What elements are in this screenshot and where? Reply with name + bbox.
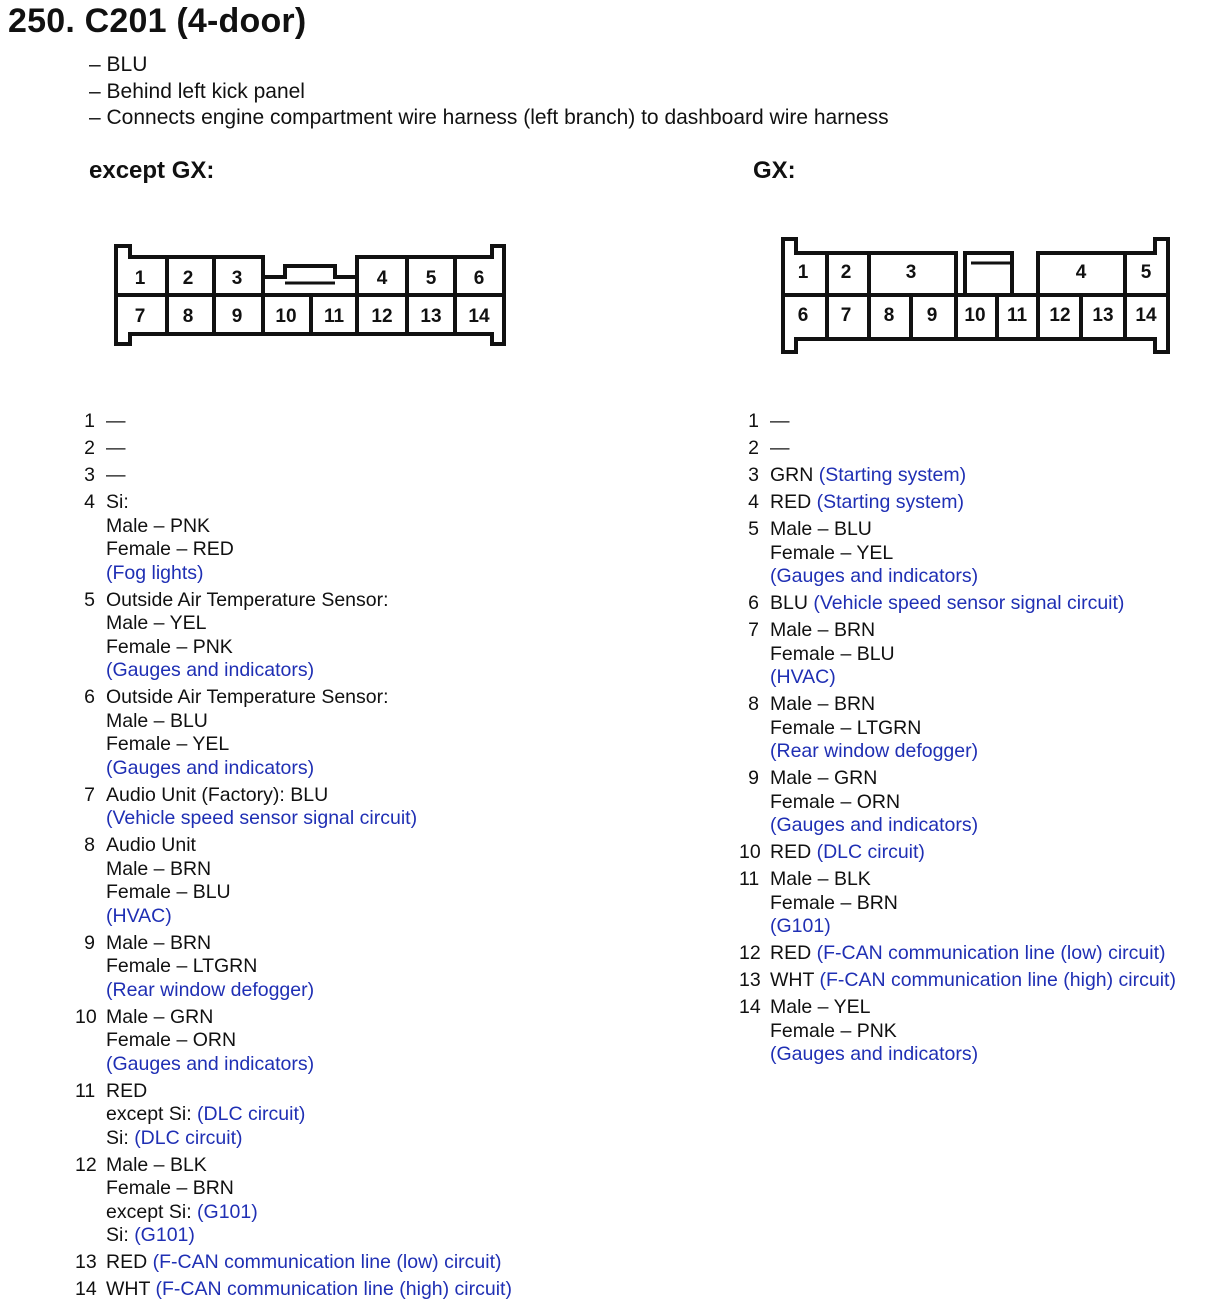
pin-description-line <box>770 437 1176 461</box>
wire-info: RED <box>106 1251 153 1273</box>
pin-description-line <box>106 1053 512 1077</box>
info-color: – BLU <box>89 53 148 76</box>
pin-number: 3 <box>84 464 95 486</box>
pin-cell: 11 <box>1006 305 1028 326</box>
wire-info: Female – ORN <box>106 1029 237 1051</box>
pin-description-line <box>770 791 1176 815</box>
circuit-reference: (Gauges and indicators) <box>106 756 315 779</box>
pin-description-line <box>770 542 1176 566</box>
wire-info: Male – BLU <box>106 709 208 732</box>
wire-info: Si: <box>106 491 129 513</box>
pin-entry <box>739 996 1176 1067</box>
pin-entry <box>75 491 512 585</box>
pin-number: 5 <box>748 518 759 540</box>
wire-info: Audio Unit (Factory): BLU <box>106 783 329 806</box>
circuit-reference: (HVAC) <box>770 666 836 688</box>
connector-info <box>89 52 889 132</box>
except-gx-connector-drawing <box>105 236 515 356</box>
pin-cell: 7 <box>840 305 852 326</box>
wire-info: WHT <box>106 1278 156 1300</box>
gx-label: GX: <box>753 157 796 184</box>
pin-description-line <box>770 1020 1176 1044</box>
wire-info: BLU <box>770 592 814 614</box>
pin-description-line <box>770 767 1176 791</box>
wire-info: Audio Unit <box>106 834 196 856</box>
pin-description-line <box>106 979 512 1003</box>
circuit-reference: (G101) <box>197 1200 258 1223</box>
wire-info: Female – BRN <box>770 891 898 914</box>
pin-cell: 3 <box>231 268 243 289</box>
wire-info: Female – PNK <box>770 1019 897 1042</box>
pin-description-line <box>770 565 1176 589</box>
pin-cell: 6 <box>473 268 485 289</box>
info-connection: – Connects engine compartment wire harness (left branch) to dashboard wire harness <box>89 106 889 129</box>
pin-number: 9 <box>84 931 95 954</box>
pin-entry <box>739 491 1176 515</box>
pin-entry <box>739 767 1176 838</box>
pin-number: 4 <box>748 491 759 513</box>
wire-info: Female – BRN <box>106 1177 234 1199</box>
pin-description-line <box>106 807 512 831</box>
pin-description-line <box>106 612 512 636</box>
pin-number: 11 <box>739 868 760 890</box>
pin-description-line <box>770 1043 1176 1067</box>
pin-entry <box>75 932 512 1003</box>
pin-number: 10 <box>739 841 761 863</box>
pin-cell: 5 <box>1140 262 1152 283</box>
pin-cell: 3 <box>905 262 917 283</box>
pin-entry <box>75 784 512 831</box>
pin-description-line <box>106 686 512 710</box>
wire-info: — <box>106 437 126 459</box>
pin-description-line <box>106 932 512 956</box>
wire-info: Male – YEL <box>106 612 207 634</box>
circuit-reference: (DLC circuit) <box>134 1126 243 1149</box>
pin-description-line <box>106 437 512 461</box>
pin-number: 2 <box>84 437 95 459</box>
pin-description-line <box>770 841 1176 865</box>
pin-description-line <box>106 757 512 781</box>
circuit-reference: (Rear window defogger) <box>770 740 979 762</box>
pin-cell: 7 <box>134 306 146 327</box>
circuit-reference: (Vehicle speed sensor signal circuit) <box>106 807 418 829</box>
pin-description-line <box>106 1201 512 1225</box>
pin-entry <box>739 592 1176 616</box>
wire-info: except Si: <box>106 1103 198 1125</box>
pin-number: 14 <box>739 996 761 1018</box>
pin-number: 13 <box>75 1251 97 1273</box>
pin-entry <box>75 1278 512 1302</box>
pin-description-line <box>770 666 1176 690</box>
wire-info: Female – YEL <box>106 733 230 755</box>
circuit-reference: (Rear window defogger) <box>106 978 315 1001</box>
pin-entry <box>739 437 1176 461</box>
circuit-reference: (F-CAN communication line (high) circuit) <box>155 1278 512 1300</box>
wire-info: Female – LTGRN <box>770 716 922 739</box>
pin-entry <box>75 437 512 461</box>
pin-entry <box>75 464 512 488</box>
pin-description-line <box>106 589 512 613</box>
wire-info: Outside Air Temperature Sensor: <box>106 588 389 611</box>
pin-description-line <box>770 942 1176 966</box>
wire-info: RED <box>106 1079 148 1102</box>
pin-entry <box>75 1154 512 1248</box>
pin-cell: 12 <box>371 306 393 327</box>
pin-number: 12 <box>739 942 761 964</box>
pin-cell: 8 <box>182 306 194 327</box>
pin-description-line <box>106 515 512 539</box>
pin-number: 3 <box>748 464 759 486</box>
pin-description-line <box>106 858 512 882</box>
wire-info: Female – RED <box>106 538 234 560</box>
pin-entry <box>739 619 1176 690</box>
circuit-reference: (F-CAN communication line (low) circuit) <box>816 942 1166 964</box>
wire-info: Male – BLK <box>106 1153 207 1176</box>
pin-description-line <box>106 538 512 562</box>
pin-description-line <box>106 784 512 808</box>
pin-number: 8 <box>84 834 95 856</box>
pin-description-line <box>770 740 1176 764</box>
pin-number: 13 <box>739 969 761 991</box>
pin-number: 8 <box>748 693 759 715</box>
pin-description-line <box>106 1154 512 1178</box>
pin-number: 1 <box>748 410 759 432</box>
info-location: – Behind left kick panel <box>89 79 305 103</box>
pin-description-line <box>770 592 1176 616</box>
pin-description-line <box>770 969 1176 993</box>
wire-info: Male – YEL <box>770 996 871 1018</box>
circuit-reference: (F-CAN communication line (low) circuit) <box>152 1251 502 1273</box>
circuit-reference: (Starting system) <box>818 464 967 486</box>
pin-entry <box>739 841 1176 865</box>
except-gx-connector <box>105 236 515 356</box>
pin-entry <box>75 1251 512 1275</box>
pin-description-line <box>770 892 1176 916</box>
circuit-reference: (F-CAN communication line (high) circuit) <box>819 969 1176 991</box>
wire-info: Male – BLU <box>770 518 872 540</box>
circuit-reference: (G101) <box>770 915 831 937</box>
wire-info: Si: <box>106 1126 135 1149</box>
pin-description-line <box>106 562 512 586</box>
pin-number: 9 <box>748 767 759 789</box>
circuit-reference: (HVAC) <box>106 904 172 927</box>
wire-info: Female – YEL <box>770 541 894 564</box>
wire-info: GRN <box>770 464 819 486</box>
pin-cell: 8 <box>883 305 895 326</box>
pin-cell: 12 <box>1049 305 1071 326</box>
pin-number: 7 <box>748 619 759 641</box>
circuit-reference: (G101) <box>134 1224 195 1246</box>
wire-info: Male – BRN <box>770 693 876 715</box>
pin-number: 10 <box>75 1005 97 1028</box>
pin-description-line <box>106 1006 512 1030</box>
pin-description-line <box>770 996 1176 1020</box>
wire-info: RED <box>770 942 817 964</box>
wire-info: Si: <box>106 1224 135 1246</box>
pin-description-line <box>106 1029 512 1053</box>
pin-entry <box>75 410 512 434</box>
pin-entry <box>75 589 512 683</box>
pin-description-line <box>106 1251 512 1275</box>
pin-number: 11 <box>75 1079 96 1102</box>
pin-cell: 9 <box>231 306 243 327</box>
pin-cell: 2 <box>840 262 852 283</box>
pin-description-line <box>770 693 1176 717</box>
wire-info: RED <box>770 491 817 513</box>
pin-cell: 5 <box>425 268 437 289</box>
circuit-reference: (Gauges and indicators) <box>106 659 315 681</box>
pin-description-line <box>106 834 512 858</box>
pin-entry <box>739 518 1176 589</box>
except-gx-label: except GX: <box>89 157 215 184</box>
circuit-reference: (Gauges and indicators) <box>770 814 979 836</box>
pin-entry <box>75 1006 512 1077</box>
pin-description-line <box>770 619 1176 643</box>
pin-cell: 4 <box>1075 262 1087 283</box>
pin-number: 6 <box>84 686 95 708</box>
pin-entry <box>739 868 1176 939</box>
pin-description-line <box>106 659 512 683</box>
wire-info: — <box>770 410 790 432</box>
circuit-reference: (DLC circuit) <box>197 1103 306 1125</box>
pin-description-line <box>106 636 512 660</box>
wire-info: Male – BRN <box>106 931 212 954</box>
pin-number: 2 <box>748 437 759 459</box>
wire-info: Female – BLU <box>106 881 231 903</box>
pin-number: 7 <box>84 783 95 806</box>
pin-entry <box>75 834 512 928</box>
gx-pin-list <box>739 410 1176 1070</box>
gx-connector <box>772 229 1182 361</box>
pin-description-line <box>770 814 1176 838</box>
pin-cell: 14 <box>1135 305 1157 326</box>
pin-number: 4 <box>84 491 95 513</box>
pin-cell: 10 <box>964 305 986 326</box>
pin-entry <box>75 686 512 780</box>
circuit-reference: (Gauges and indicators) <box>106 1052 315 1075</box>
pin-description-line <box>106 491 512 515</box>
wire-info: RED <box>770 841 817 863</box>
wire-info: except Si: <box>106 1200 198 1223</box>
wire-info: Female – LTGRN <box>106 955 258 977</box>
wire-info: Male – BRN <box>770 619 876 641</box>
pin-cell: 2 <box>182 268 194 289</box>
pin-description-line <box>770 491 1176 515</box>
pin-description-line <box>770 868 1176 892</box>
gx-connector-drawing <box>772 229 1182 361</box>
pin-entry <box>739 410 1176 434</box>
pin-description-line <box>106 1103 512 1127</box>
pin-description-line <box>106 881 512 905</box>
wire-info: Male – BRN <box>106 857 212 880</box>
pin-description-line <box>770 410 1176 434</box>
pin-description-line <box>106 464 512 488</box>
pin-description-line <box>106 1127 512 1151</box>
circuit-reference: (Fog lights) <box>106 561 204 584</box>
pin-cell: 1 <box>797 262 809 283</box>
wire-info: Outside Air Temperature Sensor: <box>106 686 389 708</box>
pin-number: 6 <box>748 592 759 614</box>
pin-description-line <box>106 710 512 734</box>
wire-info: — <box>106 410 126 432</box>
pin-entry <box>739 969 1176 993</box>
pin-cell: 13 <box>420 306 442 327</box>
pin-description-line <box>106 955 512 979</box>
pin-cell: 6 <box>797 305 809 326</box>
wire-info: Male – GRN <box>770 767 878 789</box>
pin-entry <box>739 693 1176 764</box>
pin-description-line <box>106 410 512 434</box>
pin-number: 12 <box>75 1153 97 1176</box>
wire-info: WHT <box>770 969 820 991</box>
pin-cell: 14 <box>468 306 490 327</box>
wire-info: Female – ORN <box>770 790 901 813</box>
pin-entry <box>739 942 1176 966</box>
wire-info: Female – BLU <box>770 642 895 665</box>
wire-info: Female – PNK <box>106 635 233 658</box>
pin-description-line <box>106 1177 512 1201</box>
wire-info: — <box>106 464 126 486</box>
pin-cell: 11 <box>323 306 345 327</box>
pin-description-line <box>770 717 1176 741</box>
pin-cell: 10 <box>275 306 297 327</box>
except-gx-pin-list <box>75 410 512 1305</box>
pin-number: 14 <box>75 1278 97 1300</box>
pin-description-line <box>106 1224 512 1248</box>
pin-description-line <box>770 915 1176 939</box>
wire-info: Male – BLK <box>770 868 871 890</box>
pin-cell: 1 <box>134 268 146 289</box>
page-title: 250. C201 (4-door) <box>8 2 307 40</box>
pin-cell: 4 <box>376 268 388 289</box>
pin-cell: 9 <box>926 305 938 326</box>
wire-info: Male – PNK <box>106 514 211 537</box>
circuit-reference: (Starting system) <box>816 491 964 513</box>
pin-description-line <box>106 1278 512 1302</box>
wire-info: Male – GRN <box>106 1005 214 1028</box>
pin-description-line <box>106 1080 512 1104</box>
pin-entry <box>739 464 1176 488</box>
circuit-reference: (Gauges and indicators) <box>770 565 979 587</box>
pin-description-line <box>106 905 512 929</box>
pin-description-line <box>770 643 1176 667</box>
pin-entry <box>75 1080 512 1151</box>
pin-description-line <box>770 518 1176 542</box>
circuit-reference: (DLC circuit) <box>816 841 925 863</box>
circuit-reference: (Gauges and indicators) <box>770 1043 979 1065</box>
pin-number: 1 <box>84 410 95 432</box>
pin-description-line <box>106 733 512 757</box>
pin-cell: 13 <box>1092 305 1114 326</box>
wire-info: — <box>770 437 790 459</box>
circuit-reference: (Vehicle speed sensor signal circuit) <box>813 592 1125 614</box>
pin-number: 5 <box>84 588 95 611</box>
pin-description-line <box>770 464 1176 488</box>
